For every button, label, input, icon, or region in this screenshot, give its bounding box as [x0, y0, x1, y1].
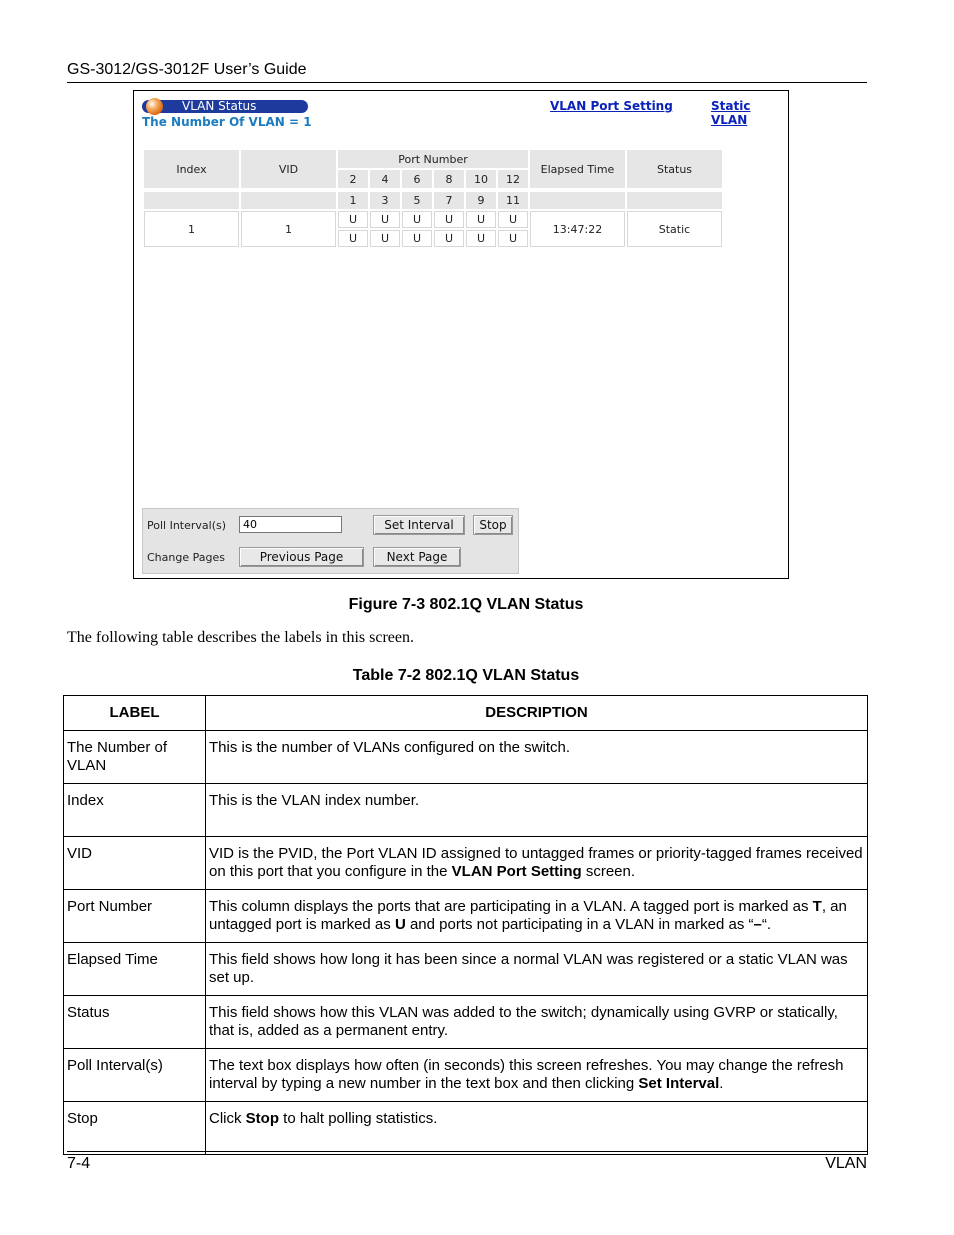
cell-port: U: [338, 211, 368, 228]
set-interval-button[interactable]: Set Interval: [373, 515, 465, 535]
table-row: [144, 211, 722, 228]
table-row: [64, 890, 868, 943]
port-header: 10: [466, 170, 496, 188]
cell-port: U: [498, 230, 528, 247]
vlan-count: The Number Of VLAN = 1: [142, 115, 312, 129]
head-description: DESCRIPTION: [206, 696, 868, 731]
table-row: [64, 837, 868, 890]
row-label: Index: [64, 784, 206, 837]
table-row: [64, 943, 868, 996]
cell-port: U: [434, 230, 464, 247]
row-label: VID: [64, 837, 206, 890]
col-header-vid: VID: [241, 150, 336, 188]
row-description: This column displays the ports that are participating in a VLAN. A tagged port is marked as T, an untagged port is marked as U and ports not participating in a VLAN in marked as “–“.: [206, 890, 868, 943]
label-description-table: [63, 695, 868, 1155]
poll-interval-label: Poll Interval(s): [147, 519, 227, 532]
poll-controls-panel: [142, 508, 519, 574]
change-pages-label: Change Pages: [147, 551, 225, 564]
cell-port: U: [498, 211, 528, 228]
stop-button[interactable]: Stop: [473, 515, 513, 535]
col-header-index: Index: [144, 150, 239, 188]
cell-port: U: [338, 230, 368, 247]
head-label: LABEL: [64, 696, 206, 731]
index-header-spacer: [144, 192, 239, 209]
port-header: 8: [434, 170, 464, 188]
row-description: Click Stop to halt polling statistics.: [206, 1102, 868, 1155]
vlan-status-table: [142, 148, 724, 249]
cell-port: U: [370, 230, 400, 247]
cell-elapsed-time: 13:47:22: [530, 211, 625, 247]
cell-port: U: [466, 230, 496, 247]
row-description: This is the VLAN index number.: [206, 784, 868, 837]
table-row: [64, 784, 868, 837]
previous-page-button[interactable]: Previous Page: [239, 547, 364, 567]
row-label: The Number of VLAN: [64, 731, 206, 784]
port-header: 1: [338, 192, 368, 209]
row-label: Poll Interval(s): [64, 1049, 206, 1102]
row-description: This is the number of VLANs configured on the switch.: [206, 731, 868, 784]
col-header-port-number: Port Number: [338, 150, 528, 168]
static-vlan-link[interactable]: Static VLAN: [711, 99, 751, 127]
cell-port: U: [434, 211, 464, 228]
port-header: 3: [370, 192, 400, 209]
col-header-status: Status: [627, 150, 722, 188]
table-row: [64, 1102, 868, 1155]
row-label: Elapsed Time: [64, 943, 206, 996]
poll-interval-input[interactable]: [239, 516, 342, 533]
port-header: 12: [498, 170, 528, 188]
table-row: [64, 731, 868, 784]
figure-caption: Figure 7-3 802.1Q VLAN Status: [348, 596, 584, 613]
screenshot-frame: [133, 90, 789, 579]
port-header: 11: [498, 192, 528, 209]
row-description: This field shows how this VLAN was added to the switch; dynamically using GVRP or statically, that is, added as a permanent entry.: [206, 996, 868, 1049]
table-caption: Table 7-2 802.1Q VLAN Status: [352, 667, 580, 684]
next-page-button[interactable]: Next Page: [373, 547, 461, 567]
cell-port: U: [402, 230, 432, 247]
port-header: 2: [338, 170, 368, 188]
cell-port: U: [370, 211, 400, 228]
page-number: 7-4: [67, 1155, 91, 1172]
cell-index: 1: [144, 211, 239, 247]
port-header: 6: [402, 170, 432, 188]
document-header-title: GS-3012/GS-3012F User’s Guide: [67, 61, 307, 78]
port-header: 9: [466, 192, 496, 209]
cell-vid: 1: [241, 211, 336, 247]
table-row: [64, 996, 868, 1049]
row-description: VID is the PVID, the Port VLAN ID assigned to untagged frames or priority-tagged frames received on this port that you configure in the VLAN Port Setting screen.: [206, 837, 868, 890]
port-header: 4: [370, 170, 400, 188]
footer-rule: [67, 1151, 867, 1152]
cell-port: U: [402, 211, 432, 228]
port-header: 7: [434, 192, 464, 209]
footer-section: VLAN: [825, 1155, 867, 1172]
cell-port: U: [466, 211, 496, 228]
elapsed-header-spacer: [530, 192, 625, 209]
vid-header-spacer: [241, 192, 336, 209]
table-row: [64, 1049, 868, 1102]
row-description: This field shows how long it has been since a normal VLAN was registered or a static VLAN was set up.: [206, 943, 868, 996]
row-description: The text box displays how often (in seconds) this screen refreshes. You may change the refresh interval by typing a new number in the text box and then clicking Set Interval.: [206, 1049, 868, 1102]
row-label: Stop: [64, 1102, 206, 1155]
intro-paragraph: The following table describes the labels in this screen.: [67, 629, 415, 646]
port-header: 5: [402, 192, 432, 209]
header-rule: [67, 82, 867, 83]
row-label: Status: [64, 996, 206, 1049]
vlan-port-setting-link[interactable]: VLAN Port Setting: [550, 99, 673, 113]
col-header-elapsed-time: Elapsed Time: [530, 150, 625, 188]
panel-title: VLAN Status: [182, 99, 257, 113]
row-label: Port Number: [64, 890, 206, 943]
panel-title-bar: [142, 100, 308, 113]
status-header-spacer: [627, 192, 722, 209]
cell-status: Static: [627, 211, 722, 247]
orange-bullet-icon: [146, 98, 163, 115]
